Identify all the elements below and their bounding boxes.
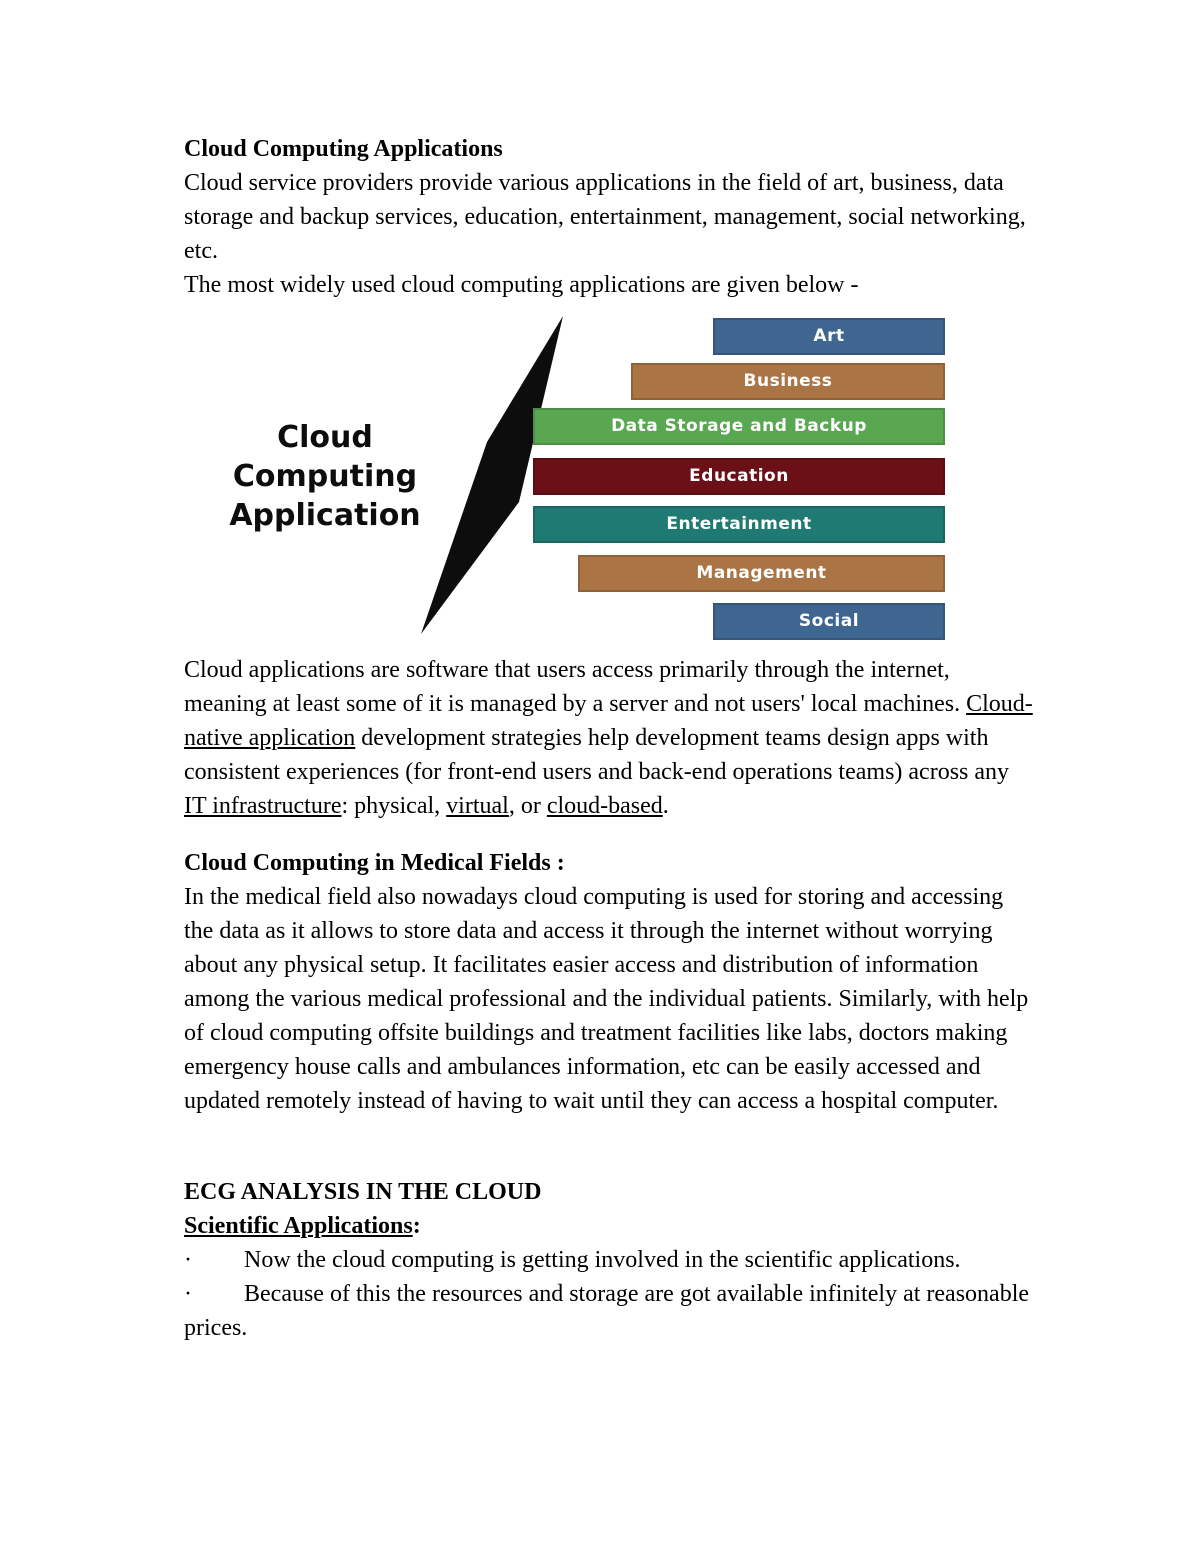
figure-title-line1: Cloud bbox=[277, 420, 373, 455]
applications-intro: Cloud service providers provide various applications in the field of art, business, data storage and backup services, education, entertainment, management, social networking, etc. bbox=[184, 170, 1026, 264]
section-cloud-apps-description bbox=[184, 653, 1034, 823]
section-title-applications: Cloud Computing Applications bbox=[184, 136, 503, 162]
scientific-applications-heading bbox=[184, 1209, 1034, 1243]
section-medical bbox=[184, 846, 1034, 1118]
medical-paragraph: In the medical field also nowadays cloud computing is used for storing and accessing the data as it allows to store data and access it through the internet without worrying about any physical setup. It facilitates easier access and distribution of information among the various medical professional and the individual patients. Similarly, with help of cloud computing offsite buildings and treatment facilities like labs, doctors making emergency house calls and ambulances information, etc can be easily accessed and updated remotely instead of having to wait until they can access a hospital computer. bbox=[184, 884, 1029, 1114]
link-cloud-based[interactable]: cloud-based bbox=[546, 793, 663, 819]
link-virtual[interactable]: virtual bbox=[446, 793, 509, 819]
cloud-apps-text-1: Cloud applications are software that users access primarily through the internet, meaning at least some of it is managed by a server and not users' local machines. bbox=[184, 657, 967, 717]
bullet-item bbox=[184, 1243, 1034, 1277]
section-title-ecg: ECG ANALYSIS IN THE CLOUD bbox=[184, 1179, 542, 1205]
section-title-medical: Cloud Computing in Medical Fields : bbox=[184, 850, 565, 876]
bar-entertainment: Entertainment bbox=[533, 506, 945, 543]
cloud-apps-text-5: . bbox=[662, 793, 669, 819]
section-ecg bbox=[184, 1175, 1034, 1345]
bullet-text: Because of this the resources and storage are got available infinitely at reasonable prices. bbox=[184, 1281, 1030, 1341]
bar-social: Social bbox=[713, 603, 945, 640]
bar-management: Management bbox=[578, 555, 945, 592]
bullet-dot-icon: · bbox=[184, 1281, 192, 1307]
cloud-apps-text-4: , or bbox=[508, 793, 547, 819]
scientific-applications-title: Scientific Applications bbox=[184, 1213, 413, 1239]
bullet-dot-icon: · bbox=[184, 1247, 192, 1273]
figure-title-line3: Application bbox=[229, 498, 421, 533]
cloud-apps-paragraph bbox=[184, 653, 1034, 823]
link-cloud-native-application[interactable]: Cloud-native application bbox=[184, 691, 1033, 751]
cloud-apps-text-2: development strategies help development teams design apps with consistent experiences (for front-end users and back-end operations teams) across any bbox=[184, 725, 1010, 785]
figure-title-line2: Computing bbox=[232, 459, 418, 494]
bullet-item bbox=[184, 1277, 1034, 1345]
link-it-infrastructure[interactable]: IT infrastructure bbox=[184, 793, 342, 819]
bar-data-storage-and-backup: Data Storage and Backup bbox=[533, 408, 945, 445]
applications-figure bbox=[195, 312, 950, 640]
section-applications bbox=[184, 132, 1034, 302]
bar-education: Education bbox=[533, 458, 945, 495]
bullet-text: Now the cloud computing is getting involved in the scientific applications. bbox=[244, 1247, 961, 1273]
bar-business: Business bbox=[631, 363, 945, 400]
bar-art: Art bbox=[713, 318, 945, 355]
scientific-applications-colon: : bbox=[412, 1213, 421, 1239]
applications-lead: The most widely used cloud computing applications are given below - bbox=[184, 272, 859, 298]
cloud-apps-text-3: : physical, bbox=[341, 793, 447, 819]
